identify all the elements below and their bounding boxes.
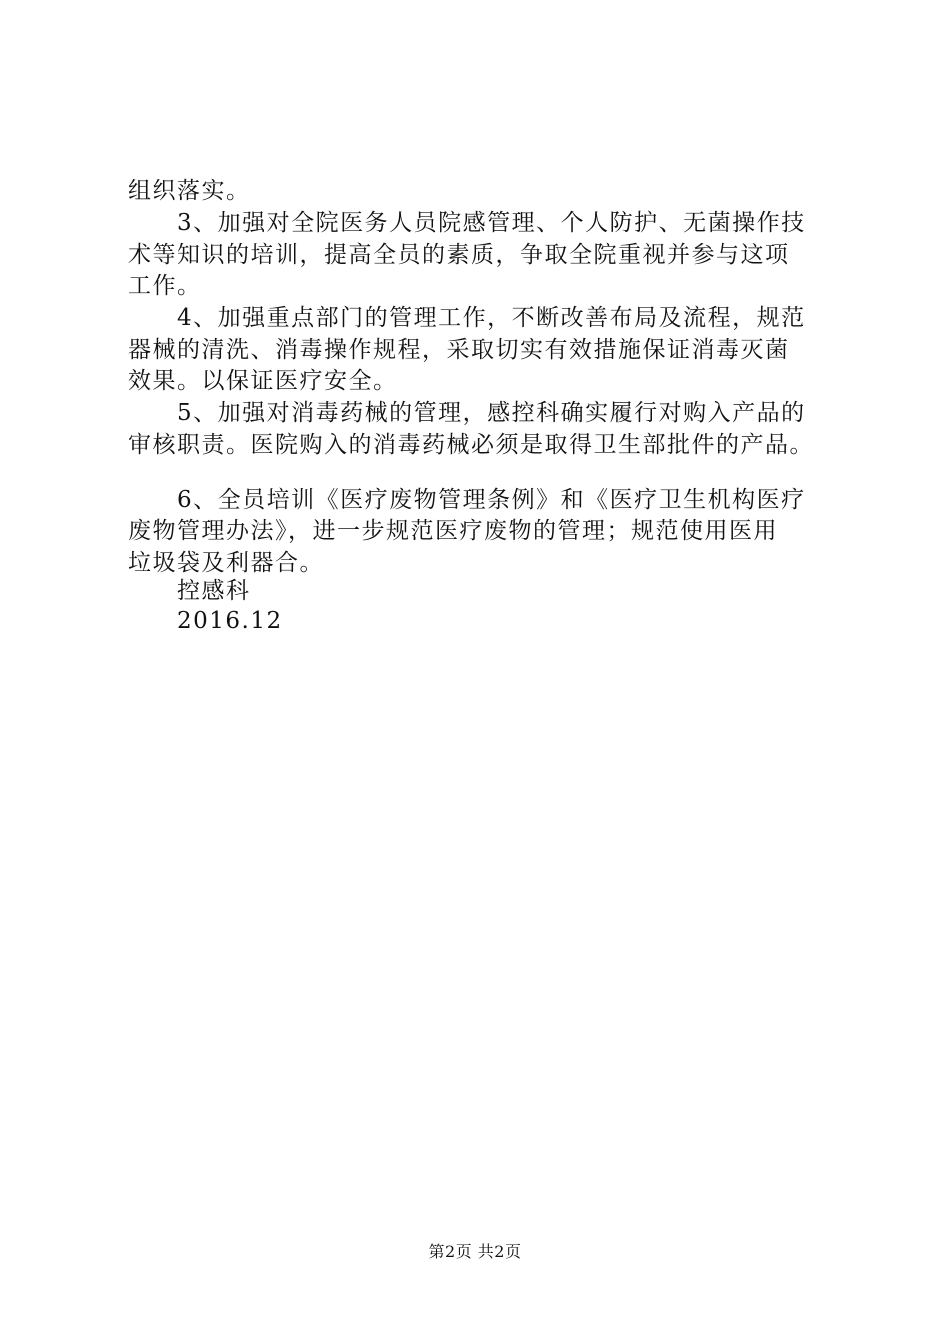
text-line-1: 组织落实。	[128, 178, 251, 204]
text-line-11: 废物管理办法》，进一步规范医疗废物的管理；规范使用医用	[128, 518, 778, 544]
signature-department: 控感科	[177, 578, 251, 604]
text-line-8: 5、加强对消毒药械的管理，感控科确实履行对购入产品的	[177, 400, 806, 426]
text-line-9: 审核职责。医院购入的消毒药械必须是取得卫生部批件的产品。	[128, 432, 814, 458]
text-line-4: 工作。	[128, 273, 202, 299]
text-line-3: 术等知识的培训，提高全员的素质，争取全院重视并参与这项	[128, 242, 790, 268]
text-line-5: 4、加强重点部门的管理工作，不断改善布局及流程，规范	[177, 305, 806, 331]
signature-date: 2016.12	[177, 608, 283, 634]
text-line-7: 效果。以保证医疗安全。	[128, 368, 398, 394]
page-number-footer: 第2页 共2页	[428, 1242, 522, 1261]
text-line-12: 垃圾袋及利器合。	[128, 550, 324, 576]
text-line-6: 器械的清洗、消毒操作规程，采取切实有效措施保证消毒灭菌	[128, 337, 790, 363]
text-line-2: 3、加强对全院医务人员院感管理、个人防护、无菌操作技	[177, 210, 806, 236]
text-line-10: 6、全员培训《医疗废物管理条例》和《医疗卫生机构医疗	[177, 487, 806, 513]
